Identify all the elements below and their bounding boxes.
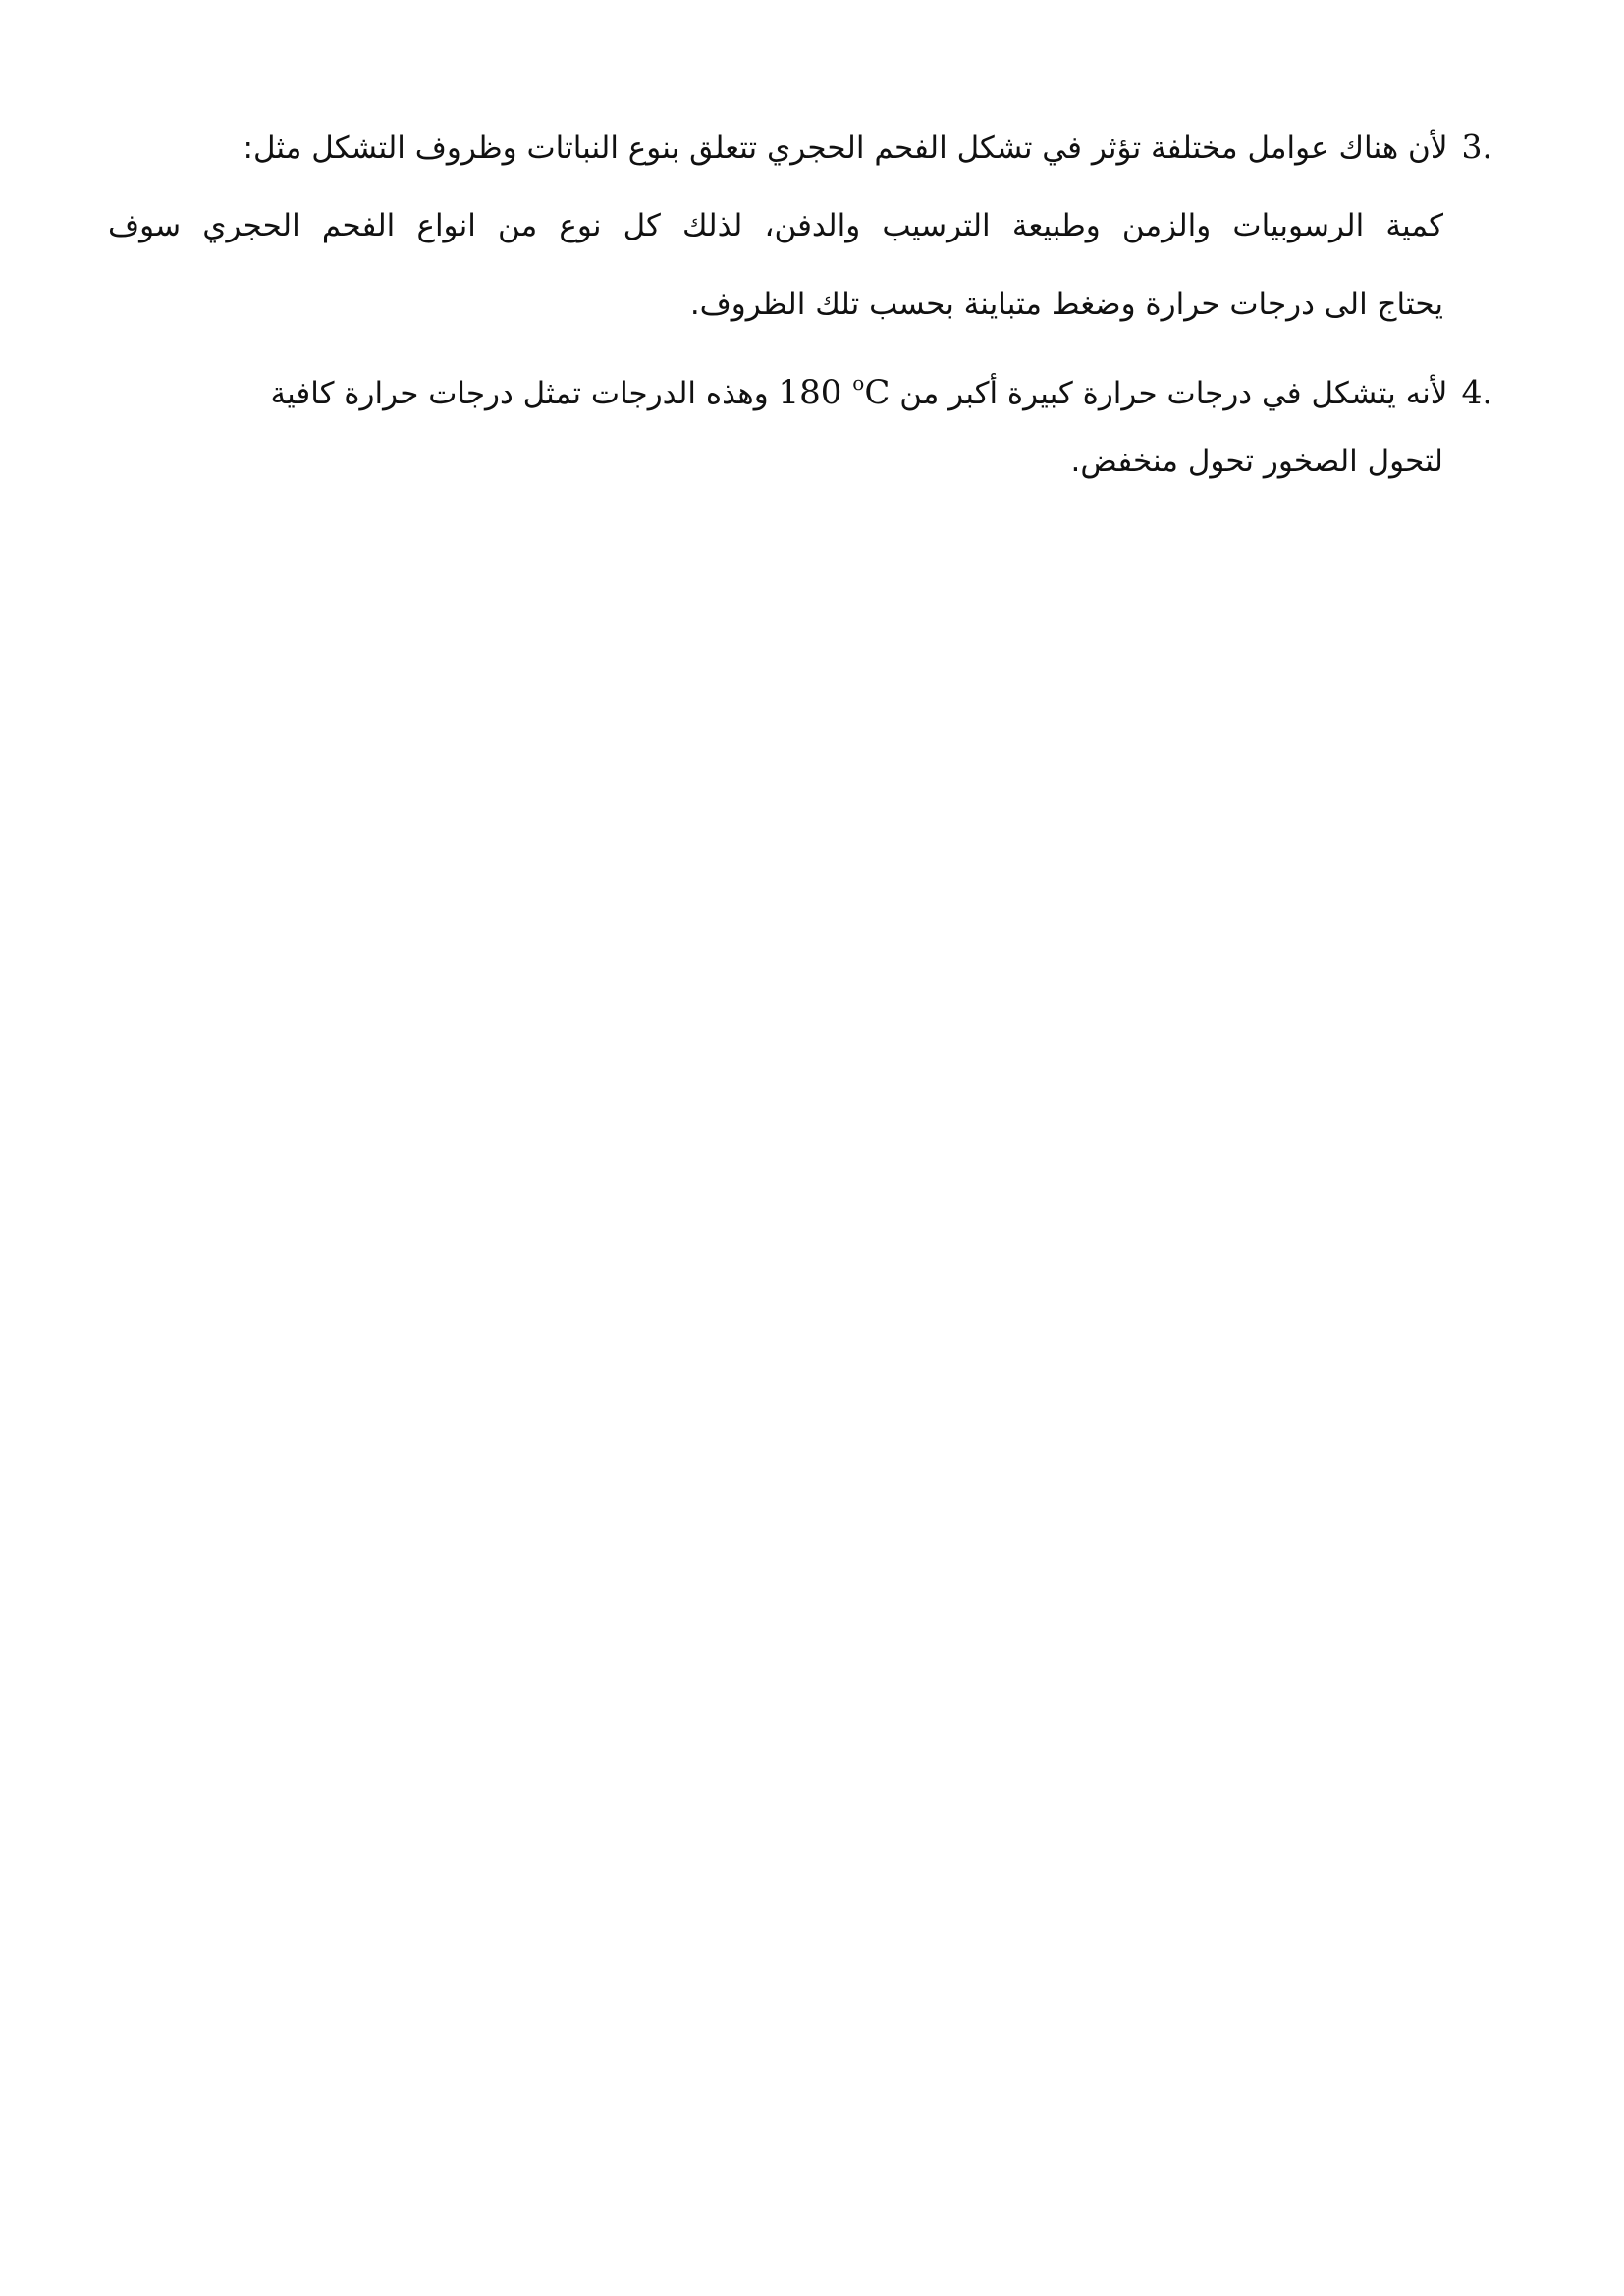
temperature-value <box>779 373 891 412</box>
item-4-text-after: وهذه الدرجات تمثل درجات حرارة كافية <box>270 376 769 411</box>
temperature-number: 180 <box>778 373 842 412</box>
item-4-text-before: لأنه يتشكل في درجات حرارة كبيرة أكبر من <box>899 376 1448 411</box>
item-4-number: 4. <box>1461 373 1492 411</box>
item-3-number: 3. <box>1461 128 1492 166</box>
item-4-line-1 <box>98 344 1492 422</box>
item-3-text-1: لأن هناك عوامل مختلفة تؤثر في تشكل الفحم الحجري تتعلق بنوع النباتات وظروف التشكل مثل: <box>243 131 1448 166</box>
temperature-degree: o <box>852 371 865 395</box>
item-3-line-2: كمية الرسوبيات والزمن وطبيعة الترسيب والدفن، لذلك كل نوع من انواع الفحم الحجري سوف <box>108 208 1443 243</box>
list-item-3 <box>98 108 1492 344</box>
temperature-unit: C <box>864 373 891 412</box>
list-item-4 <box>98 344 1492 501</box>
item-4-line-2: لتحول الصخور تحول منخفض. <box>1070 444 1443 479</box>
item-3-line-3: يحتاج الى درجات حرارة وضغط متباينة بحسب تلك الظروف. <box>689 287 1443 322</box>
item-3-line-1 <box>98 108 1492 187</box>
